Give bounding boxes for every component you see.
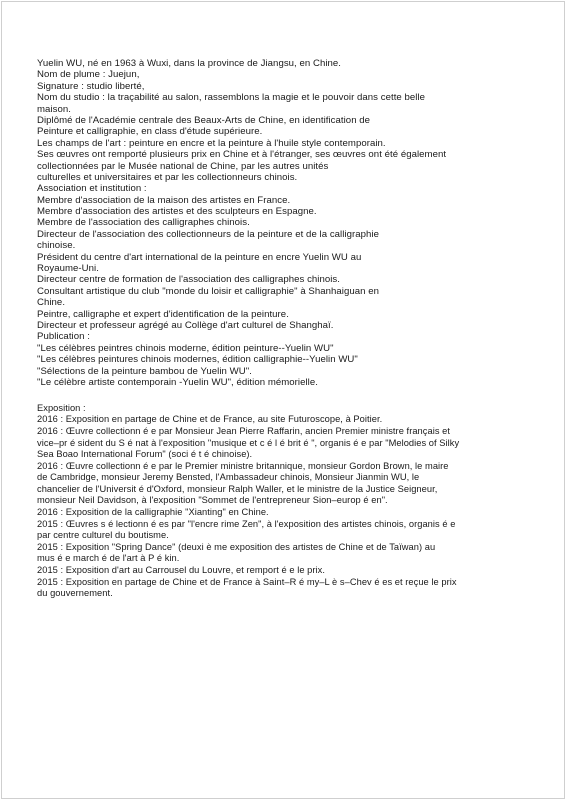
- spacer: [37, 388, 547, 399]
- bio-line: chinoise.: [37, 240, 76, 252]
- bio-line: Chine.: [37, 297, 66, 309]
- exposition-line: 2016 : Exposition en partage de Chine et de France, au site Futuroscope, à Poitier.: [37, 414, 383, 425]
- exposition-line: 2016 : Œuvre collectionn é e par le Premier ministre britannique, monsieur Gordon Brown, le maire: [37, 460, 449, 471]
- bio-line: Ses œuvres ont remporté plusieurs prix en Chine et à l'étranger, ses œuvres ont été également: [37, 149, 447, 161]
- bio-line: Consultant artistique du club "monde du loisir et calligraphie" à Shanhaiguan en: [37, 285, 380, 297]
- bio-line: Les champs de l'art : peinture en encre et la peinture à l'huile style contemporain.: [37, 137, 386, 149]
- exposition-line: 2016 : Exposition de la calligraphie "Xianting" en Chine.: [37, 507, 269, 518]
- publication-item: "Les célèbres peintures chinois modernes, édition calligraphie--Yuelin WU": [37, 354, 358, 366]
- exposition-line: 2015 : Exposition "Spring Dance" (deuxi è me exposition des artistes de Chine et de Taïwan) au: [37, 541, 436, 552]
- publication-item: "Sélections de la peinture bambou de Yuelin WU".: [37, 365, 252, 377]
- bio-line: Membre d'association des artistes et des sculpteurs en Espagne.: [37, 206, 317, 218]
- exposition-section: [37, 403, 547, 600]
- exposition-line: 2016 : Œuvre collectionn é e par Monsieur Jean Pierre Raffarin, ancien Premier ministre français et: [37, 425, 450, 436]
- bio-line: Directeur et professeur agrégé au Collège d'art culturel de Shanghaï.: [37, 319, 334, 331]
- bio-line: Yuelin WU, né en 1963 à Wuxi, dans la province de Jiangsu, en Chine.: [37, 58, 342, 69]
- exposition-line: du gouvernement.: [37, 588, 113, 599]
- publication-heading: Publication :: [37, 331, 90, 343]
- bio-line: Diplômé de l'Académie centrale des Beaux-Arts de Chine, en identification de: [37, 114, 371, 126]
- exposition-line: chancelier de l'Universit é d'Oxford, monsieur Ralph Waller, et le ministre de la Justice Seigneur,: [37, 483, 438, 494]
- exposition-line: mus é e march é de l'art à P é kin.: [37, 553, 180, 564]
- bio-line: Nom de plume : Juejun,: [37, 69, 140, 81]
- exposition-line: 2015 : Exposition en partage de Chine et de France à Saint–R é my–L è s–Chev é es et reçue le prix: [37, 576, 457, 587]
- bio-line: Royaume-Uni.: [37, 263, 99, 275]
- biography-section: [37, 58, 547, 388]
- exposition-line: 2015 : Exposition d'art au Carrousel du Louvre, et remport é e le prix.: [37, 565, 325, 576]
- exposition-line: de Cambridge, monsieur Jeremy Bensted, l'Ambassadeur chinois, Monsieur Jianmin WU, le: [37, 472, 420, 483]
- exposition-line: vice–pr é sident du S é nat à l'exposition "musique et c é l é brit é ", organis é e par "Melodies of Silky: [37, 437, 460, 448]
- exposition-heading: Exposition :: [37, 402, 86, 413]
- publication-item: "Le célèbre artiste contemporain -Yuelin WU", édition mémorielle.: [37, 376, 318, 388]
- bio-line: Nom du studio : la traçabilité au salon, rassemblons la magie et le pouvoir dans cette belle: [37, 92, 426, 104]
- exposition-line: Sea Boao International Forum" (soci é t é chinoise).: [37, 449, 253, 460]
- bio-line: Directeur de l'association des collectionneurs de la peinture et de la calligraphie: [37, 228, 379, 240]
- bio-line: Membre d'association de la maison des artistes en France.: [37, 194, 291, 206]
- association-heading: Association et institution :: [37, 183, 147, 195]
- bio-line: collectionnées par le Musée national de Chine, par les autres unités: [37, 160, 329, 172]
- exposition-line: monsieur Neil Davidson, à l'exposition "Sommet de l'entrepreneur Sion–europ é en".: [37, 495, 388, 506]
- document-body: [37, 58, 547, 600]
- bio-line: Peintre, calligraphe et expert d'identification de la peinture.: [37, 308, 289, 320]
- publication-item: "Les célèbres peintres chinois moderne, édition peinture--Yuelin WU": [37, 342, 334, 354]
- exposition-line: par centre culturel du boutisme.: [37, 530, 169, 541]
- exposition-line: 2015 : Œuvres s é lectionn é es par "l'encre rime Zen", à l'exposition des artistes chinois, organis é e: [37, 518, 456, 529]
- bio-line: culturelles et universitaires et par les collectionneurs chinois.: [37, 171, 298, 183]
- bio-line: Membre de l'association des calligraphes chinois.: [37, 217, 250, 229]
- bio-line: Peinture et calligraphie, en class d'étude supérieure.: [37, 126, 263, 138]
- bio-line: Signature : studio liberté,: [37, 80, 145, 92]
- bio-line: Directeur centre de formation de l'association des calligraphes chinois.: [37, 274, 340, 286]
- bio-line: maison.: [37, 103, 71, 115]
- bio-line: Président du centre d'art international de la peinture en encre Yuelin WU au: [37, 251, 362, 263]
